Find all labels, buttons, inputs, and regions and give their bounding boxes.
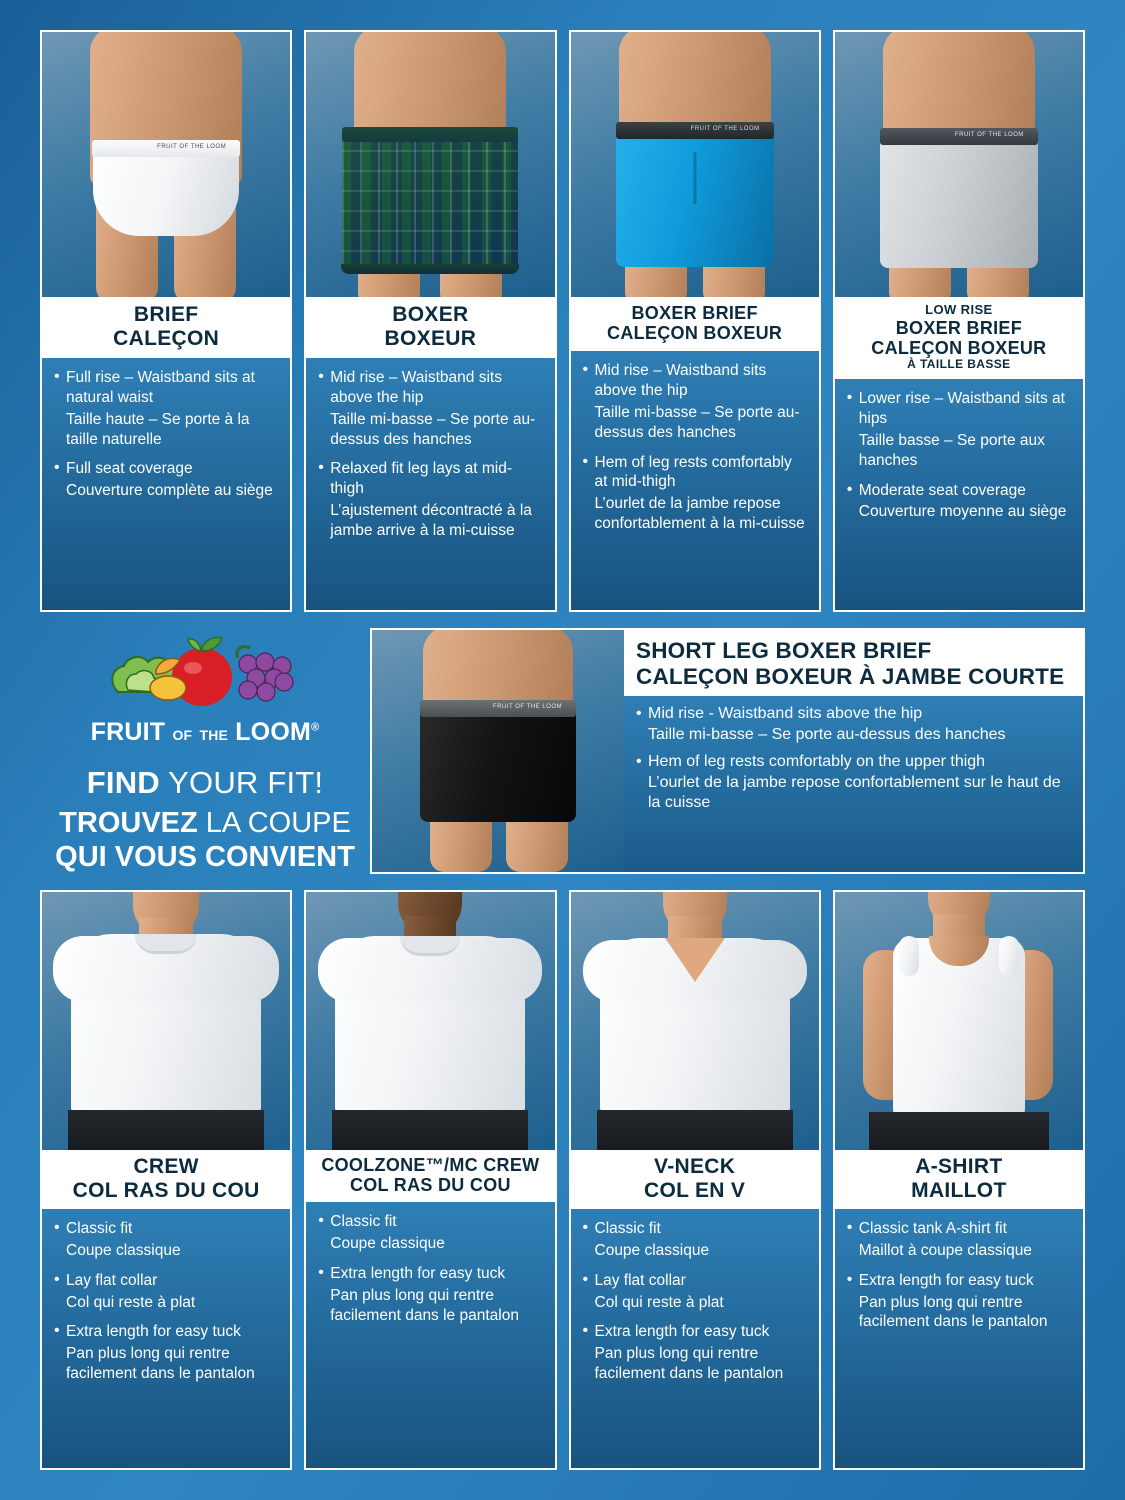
top-product-row <box>40 30 1085 612</box>
bullet-en: • Extra length for easy tuck <box>318 1264 542 1284</box>
title-en: BOXER <box>392 303 469 326</box>
product-bullets-short-leg <box>624 696 1083 872</box>
tagline-en-rest: YOUR FIT! <box>159 765 324 800</box>
product-card-low-rise-boxer-brief[interactable] <box>833 30 1085 612</box>
waistband-brand-text: FRUIT OF THE LOOM <box>954 132 1024 138</box>
brand-word-fruit: FRUIT <box>90 718 166 746</box>
bullet-en: • Extra length for easy tuck <box>583 1322 807 1342</box>
title-en: SHORT LEG BOXER BRIEF <box>636 638 932 663</box>
product-bullets-crew <box>42 1209 290 1468</box>
brand-wordmark <box>40 718 370 747</box>
product-title-low-rise <box>835 297 1083 379</box>
brand-block <box>40 628 370 874</box>
title-fr: COL EN V <box>644 1178 746 1202</box>
bullet-fr: Pan plus long qui rentre facilement dans le pantalon <box>330 1286 519 1324</box>
product-bullets-brief <box>42 358 290 610</box>
bullet-en: • Extra length for easy tuck <box>54 1322 278 1342</box>
bullet-fr: Taille haute – Se porte à la taille naturelle <box>66 410 250 448</box>
title-en: BOXER BRIEF <box>895 317 1023 338</box>
title-fr: COL RAS DU COU <box>349 1175 511 1196</box>
bullet-en: • Moderate seat coverage <box>847 481 1071 501</box>
bullet-en: • Full seat coverage <box>54 459 278 479</box>
bullet-fr: Taille mi-basse – Se porte au-dessus des hanches <box>648 725 1006 743</box>
product-title-coolzone-crew <box>306 1150 554 1202</box>
bullet-fr: Pan plus long qui rentre facilement dans le pantalon <box>594 1345 784 1382</box>
bullet-fr: Maillot à coupe classique <box>858 1241 1032 1259</box>
title-en: BOXER BRIEF <box>631 303 758 323</box>
title-fr: CALEÇON BOXEUR À JAMBE COURTE <box>636 664 1065 690</box>
waistband-brand-text: FRUIT OF THE LOOM <box>690 126 760 132</box>
product-bullets-low-rise <box>835 379 1083 610</box>
waistband-brand-text: FRUIT OF THE LOOM <box>493 704 562 710</box>
product-title-short-leg <box>624 630 1083 696</box>
bullet-en: • Full rise – Waistband sits at natural waist <box>54 368 278 408</box>
product-photo-boxer-brief <box>571 32 819 297</box>
product-title-v-neck <box>571 1150 819 1209</box>
product-card-crew[interactable] <box>40 890 292 1470</box>
brand-word-of: OF <box>172 727 193 743</box>
bullet-fr: Col qui reste à plat <box>66 1293 196 1311</box>
product-photo-low-rise <box>835 32 1083 297</box>
product-card-coolzone-crew[interactable] <box>304 890 556 1470</box>
bullet-en: • Lay flat collar <box>583 1271 807 1291</box>
product-card-v-neck[interactable] <box>569 890 821 1470</box>
bullet-en: • Classic fit <box>54 1219 278 1239</box>
product-title-boxer-brief <box>571 297 819 351</box>
bullet-en: • Hem of leg rests comfortably at mid-thigh <box>583 453 807 493</box>
bullet-fr: Pan plus long qui rentre facilement dans le pantalon <box>858 1293 1048 1331</box>
product-photo-short-leg <box>372 630 624 872</box>
bullet-en: • Mid rise - Waistband sits above the hip <box>636 704 1069 725</box>
bullet-fr: L’ourlet de la jambe repose confortablement sur le haut de la cuisse <box>648 773 1061 812</box>
title-en: CREW <box>133 1155 199 1178</box>
brand-word-loom: LOOM <box>235 718 311 746</box>
title-fr: COL RAS DU COU <box>72 1178 260 1202</box>
bullet-fr: Taille mi-basse – Se porte au-dessus des hanches <box>594 403 800 441</box>
bullet-fr: L’ajustement décontracté à la jambe arrive à la mi-cuisse <box>330 502 532 539</box>
product-bullets-boxer <box>306 358 554 610</box>
bullet-fr: L’ourlet de la jambe repose confortablement à la mi-cuisse <box>594 495 805 533</box>
bullet-en: • Mid rise – Waistband sits above the hip <box>583 361 807 401</box>
bullet-en: • Classic tank A-shirt fit <box>847 1219 1071 1239</box>
tagline-fr-bold: TROUVEZ <box>59 806 198 839</box>
product-card-boxer[interactable] <box>304 30 556 612</box>
registered-mark: ® <box>311 721 320 734</box>
product-photo-a-shirt <box>835 892 1083 1150</box>
bottom-product-row <box>40 890 1085 1470</box>
bullet-fr: Coupe classique <box>330 1235 445 1253</box>
title-fr: MAILLOT <box>911 1178 1007 1202</box>
product-title-a-shirt <box>835 1150 1083 1209</box>
tagline-en <box>40 765 370 801</box>
product-photo-coolzone-crew <box>306 892 554 1150</box>
product-bullets-v-neck <box>571 1209 819 1468</box>
tagline-fr-line2: QUI VOUS CONVIENT <box>55 840 355 873</box>
product-card-boxer-brief[interactable] <box>569 30 821 612</box>
product-bullets-boxer-brief <box>571 351 819 610</box>
title-en: BRIEF <box>133 303 199 326</box>
title-fr: BOXEUR <box>384 326 477 350</box>
title-fr: CALEÇON <box>113 326 220 350</box>
product-title-crew <box>42 1150 290 1209</box>
middle-band <box>40 628 1085 873</box>
product-title-brief <box>42 297 290 358</box>
tagline-fr-rest: LA COUPE <box>197 806 351 839</box>
title-qualifier: LOW RISE <box>925 302 993 317</box>
bullet-fr: Coupe classique <box>66 1241 181 1259</box>
product-bullets-a-shirt <box>835 1209 1083 1468</box>
tagline-fr-line1 <box>40 807 370 841</box>
title-qualifier-fr: À TAILLE BASSE <box>907 356 1011 371</box>
product-card-a-shirt[interactable] <box>833 890 1085 1470</box>
bullet-fr: Taille mi-basse – Se porte au-dessus des hanches <box>330 410 536 448</box>
waistband-brand-text: FRUIT OF THE LOOM <box>157 144 227 150</box>
tagline-block <box>40 765 370 874</box>
bullet-en: • Extra length for easy tuck <box>847 1271 1071 1291</box>
product-photo-boxer <box>306 32 554 297</box>
product-card-brief[interactable] <box>40 30 292 612</box>
tagline-en-bold: FIND <box>86 765 160 800</box>
bullet-en: • Classic fit <box>583 1219 807 1239</box>
bullet-en: • Mid rise – Waistband sits above the hip <box>318 368 542 408</box>
bullet-fr: Taille basse – Se porte aux hanches <box>858 431 1045 469</box>
bullet-en: • Classic fit <box>318 1212 542 1232</box>
title-en: COOLZONE™/MC CREW <box>321 1155 540 1175</box>
bullet-en: • Lay flat collar <box>54 1271 278 1291</box>
product-photo-crew <box>42 892 290 1150</box>
product-title-boxer <box>306 297 554 358</box>
title-fr: CALEÇON BOXEUR <box>607 323 783 344</box>
bullet-fr: Pan plus long qui rentre facilement dans le pantalon <box>66 1345 255 1382</box>
title-en: V-NECK <box>654 1155 736 1178</box>
title-fr: CALEÇON BOXEUR <box>871 337 1047 358</box>
bullet-fr: Col qui reste à plat <box>594 1293 724 1311</box>
bullet-fr: Couverture complète au siège <box>66 482 273 500</box>
fruit-of-the-loom-logo <box>98 630 313 722</box>
bullet-fr: Coupe classique <box>594 1241 710 1259</box>
product-bullets-coolzone-crew <box>306 1202 554 1468</box>
bullet-en: • Relaxed fit leg lays at mid-thigh <box>318 459 542 499</box>
product-photo-brief <box>42 32 290 297</box>
product-card-short-leg-boxer-brief[interactable] <box>370 628 1085 874</box>
bullet-en: • Lower rise – Waistband sits at hips <box>847 389 1071 429</box>
bullet-en: • Hem of leg rests comfortably on the upper thigh <box>636 752 1069 773</box>
brand-word-the: THE <box>199 727 229 743</box>
bullet-fr: Couverture moyenne au siège <box>858 503 1067 521</box>
title-en: A-SHIRT <box>915 1155 1003 1178</box>
product-photo-v-neck <box>571 892 819 1150</box>
short-leg-text-panel <box>624 630 1083 872</box>
